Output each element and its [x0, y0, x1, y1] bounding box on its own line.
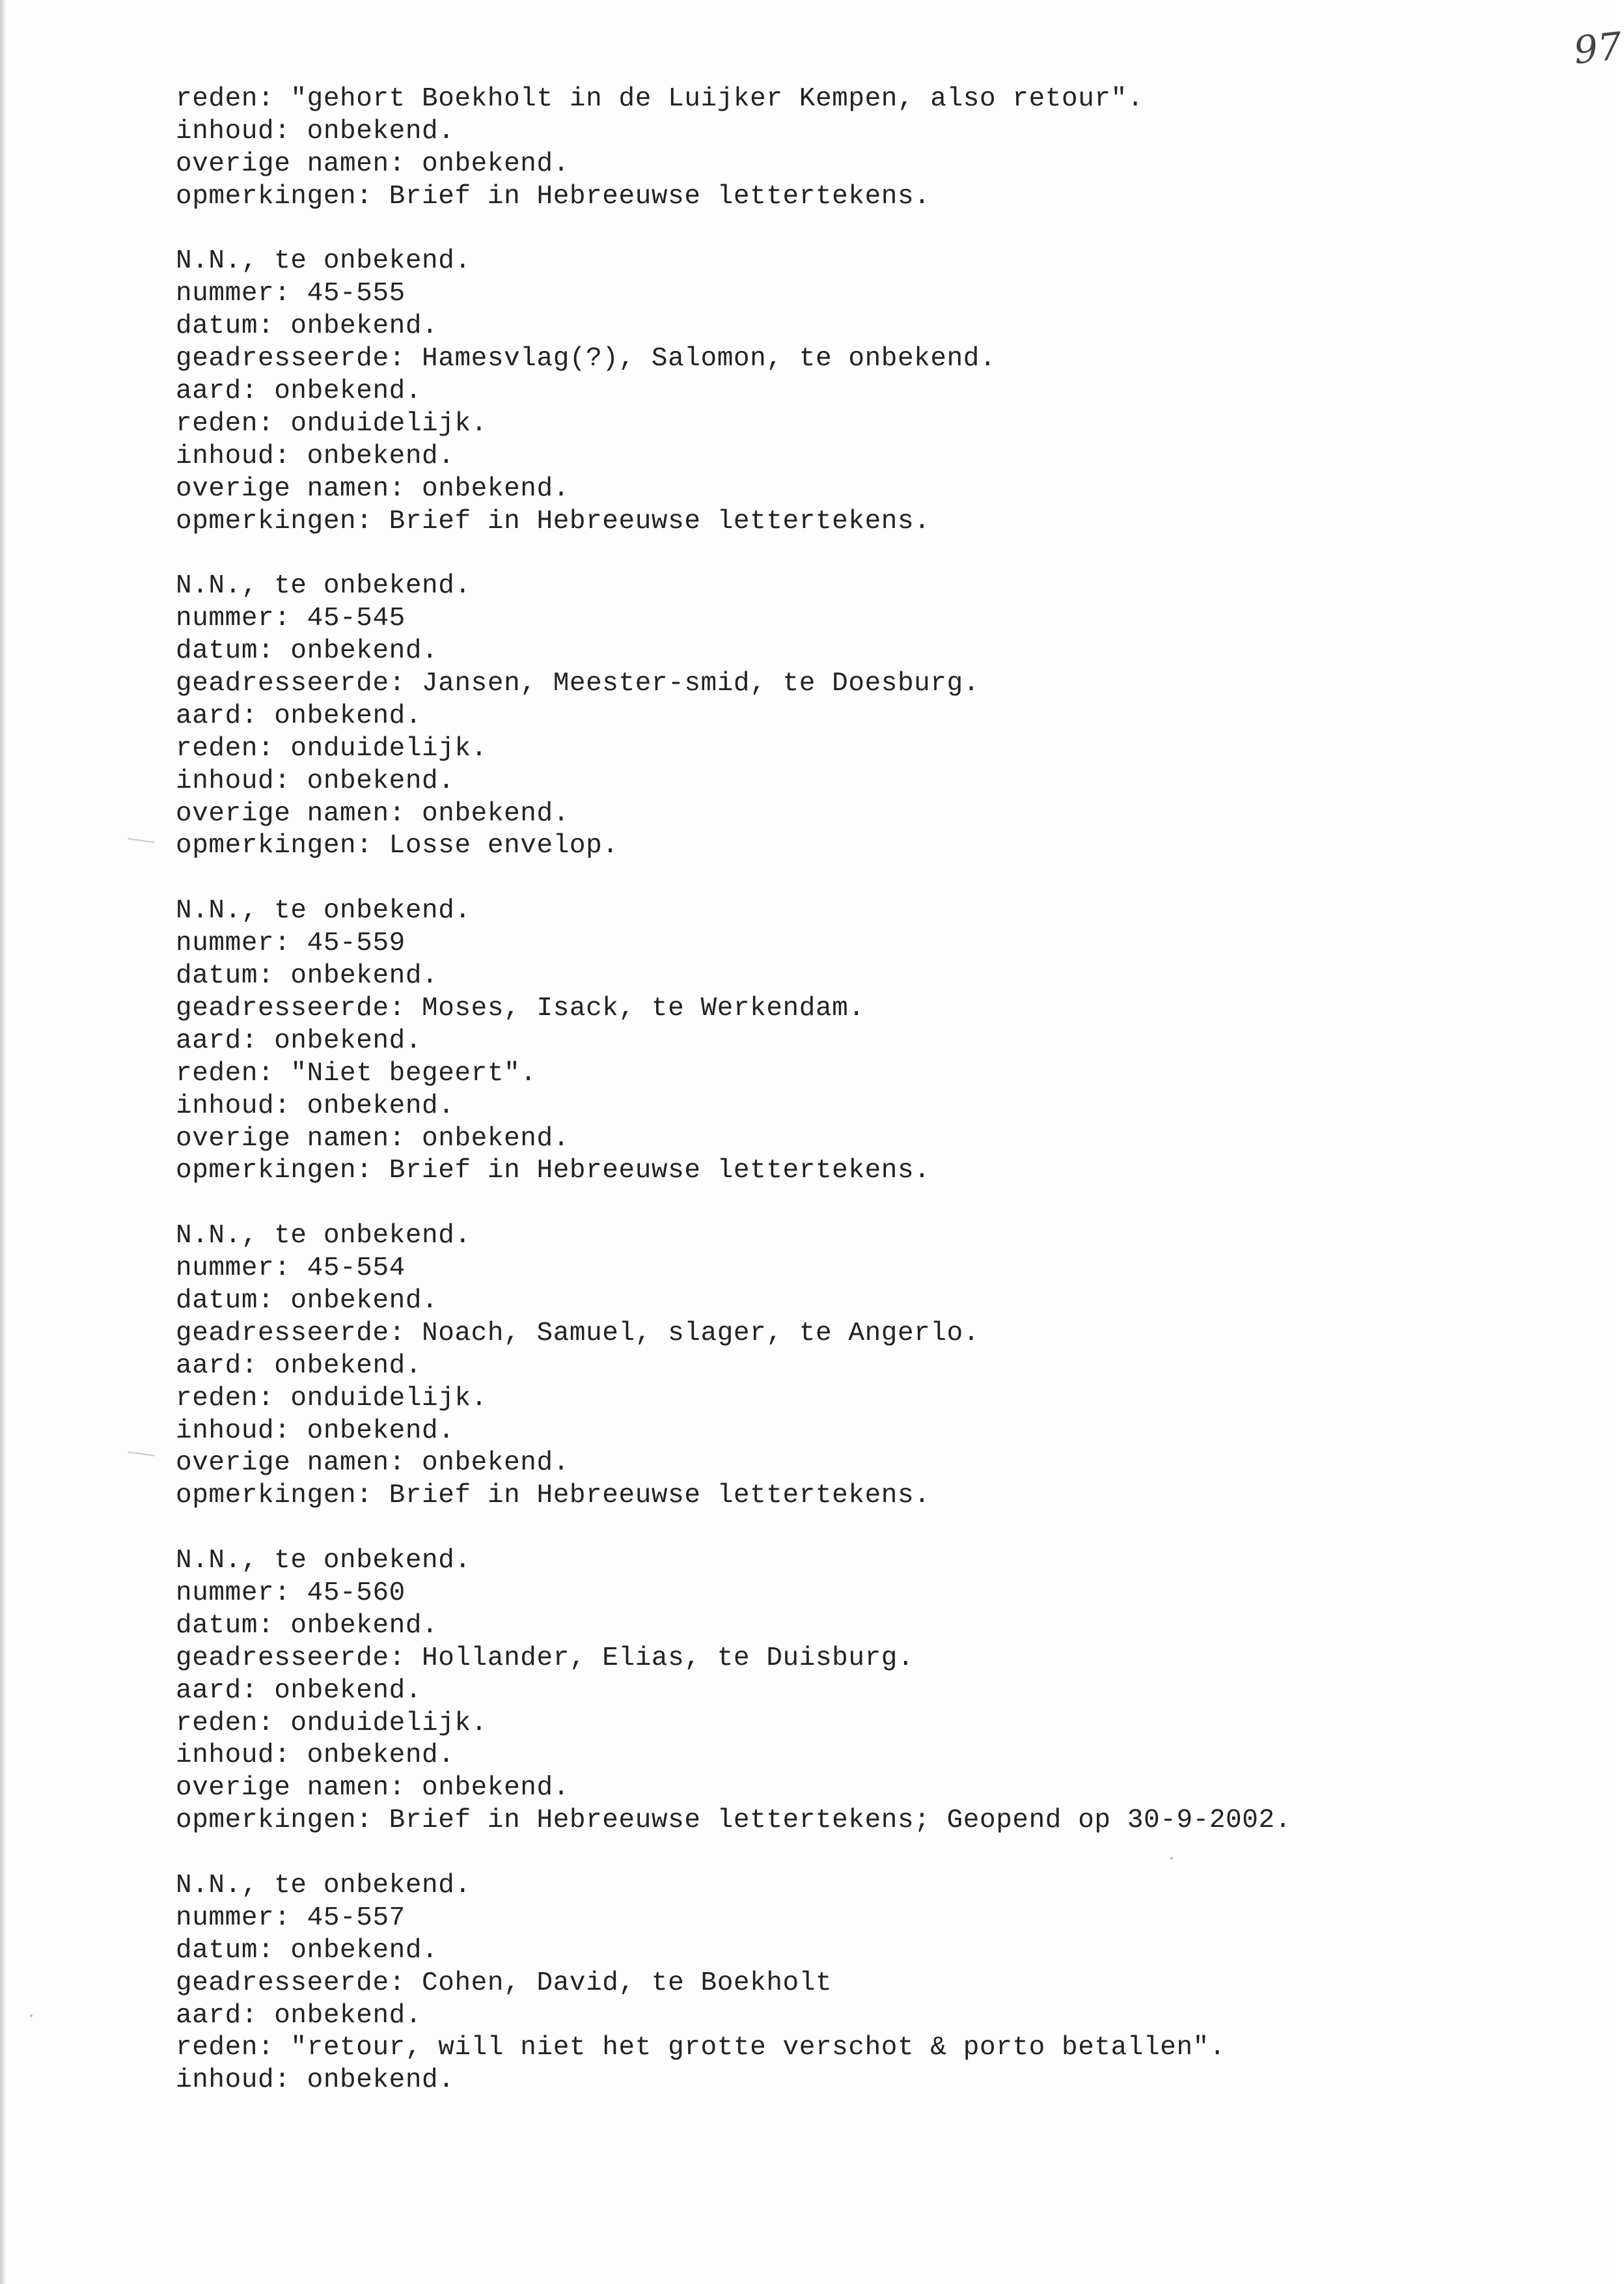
- record-line: N.N., te onbekend.: [176, 1546, 471, 1576]
- record-line: N.N., te onbekend.: [176, 246, 471, 277]
- record-separator: [176, 1512, 1543, 1545]
- record-line: inhoud: onbekend.: [176, 441, 455, 471]
- scan-mark: [128, 1451, 155, 1456]
- record-line: aard: onbekend.: [176, 2000, 422, 2031]
- record-line: opmerkingen: Losse envelop.: [176, 831, 619, 861]
- record-line: opmerkingen: Brief in Hebreeuwse lettertekens.: [176, 1481, 931, 1511]
- record-line: reden: "gehort Boekholt in de Luijker Kempen, also retour".: [176, 84, 1144, 114]
- record-line: reden: "Niet begeert".: [176, 1058, 537, 1089]
- scan-edge-shadow: [0, 0, 7, 2284]
- record-line: N.N., te onbekend.: [176, 1870, 471, 1901]
- record-line: datum: onbekend.: [176, 311, 439, 342]
- record-entry: [176, 570, 1543, 863]
- record-line: inhoud: onbekend.: [176, 766, 455, 796]
- record-line: nummer: 45-560: [176, 1578, 406, 1608]
- record-line: datum: onbekend.: [176, 1610, 439, 1641]
- record-line: reden: onduidelijk.: [176, 408, 488, 439]
- record-line: datum: onbekend.: [176, 961, 439, 992]
- record-line: geadresseerde: Cohen, David, te Boekholt: [176, 1968, 833, 1998]
- record-line: reden: onduidelijk.: [176, 733, 488, 764]
- record-separator: [176, 1188, 1543, 1220]
- record-line: N.N., te onbekend.: [176, 896, 471, 926]
- record-line: overige namen: onbekend.: [176, 1448, 570, 1479]
- record-line: datum: onbekend.: [176, 636, 439, 667]
- record-line: nummer: 45-545: [176, 604, 406, 634]
- record-line: opmerkingen: Brief in Hebreeuwse lettertekens.: [176, 181, 931, 212]
- record-line: opmerkingen: Brief in Hebreeuwse lettertekens; Geopend op 30-9-2002.: [176, 1805, 1291, 1836]
- record-line: overige namen: onbekend.: [176, 473, 570, 504]
- record-line: reden: onduidelijk.: [176, 1383, 488, 1414]
- record-line: overige namen: onbekend.: [176, 1123, 570, 1154]
- record-line: nummer: 45-554: [176, 1253, 406, 1284]
- record-line: reden: "retour, will niet het grotte verschot & porto betallen".: [176, 2033, 1226, 2063]
- record-separator: [176, 214, 1543, 246]
- record-line: aard: onbekend.: [176, 1025, 422, 1056]
- record-list: [176, 83, 1543, 2097]
- record-line: geadresseerde: Jansen, Meester-smid, te Doesburg.: [176, 669, 980, 699]
- record-line: aard: onbekend.: [176, 1350, 422, 1381]
- page-number: 97: [1571, 23, 1624, 73]
- record-separator: [176, 538, 1543, 570]
- record-line: reden: onduidelijk.: [176, 1708, 488, 1738]
- record-line: overige namen: onbekend.: [176, 1773, 570, 1804]
- record-entry: [176, 245, 1543, 538]
- record-line: inhoud: onbekend.: [176, 1415, 455, 1446]
- record-line: datum: onbekend.: [176, 1935, 439, 1966]
- record-line: aard: onbekend.: [176, 1675, 422, 1706]
- scan-mark: [128, 838, 155, 843]
- record-line: geadresseerde: Moses, Isack, te Werkendam.: [176, 993, 865, 1024]
- record-line: geadresseerde: Hollander, Elias, te Duisburg.: [176, 1643, 915, 1673]
- record-entry: [176, 1545, 1543, 1837]
- record-line: opmerkingen: Brief in Hebreeuwse lettertekens.: [176, 1156, 931, 1186]
- record-entry: [176, 895, 1543, 1188]
- record-line: nummer: 45-559: [176, 928, 406, 959]
- record-line: aard: onbekend.: [176, 701, 422, 731]
- record-separator: [176, 863, 1543, 895]
- record-entry: [176, 1220, 1543, 1512]
- record-line: inhoud: onbekend.: [176, 1740, 455, 1771]
- record-line: aard: onbekend.: [176, 376, 422, 407]
- record-line: inhoud: onbekend.: [176, 116, 455, 146]
- record-entry: [176, 83, 1543, 214]
- record-line: N.N., te onbekend.: [176, 1221, 471, 1251]
- record-line: N.N., te onbekend.: [176, 571, 471, 602]
- record-line: inhoud: onbekend.: [176, 2065, 455, 2096]
- record-line: geadresseerde: Hamesvlag(?), Salomon, te onbekend.: [176, 344, 997, 374]
- record-line: overige namen: onbekend.: [176, 798, 570, 829]
- record-line: opmerkingen: Brief in Hebreeuwse lettertekens.: [176, 506, 931, 536]
- record-line: geadresseerde: Noach, Samuel, slager, te Angerlo.: [176, 1318, 980, 1348]
- record-line: nummer: 45-555: [176, 279, 406, 309]
- record-line: inhoud: onbekend.: [176, 1091, 455, 1121]
- record-line: nummer: 45-557: [176, 1902, 406, 1933]
- record-separator: [176, 1837, 1543, 1870]
- scan-speck: [30, 2014, 33, 2017]
- record-line: datum: onbekend.: [176, 1285, 439, 1316]
- record-line: overige namen: onbekend.: [176, 148, 570, 179]
- record-entry: [176, 1870, 1543, 2097]
